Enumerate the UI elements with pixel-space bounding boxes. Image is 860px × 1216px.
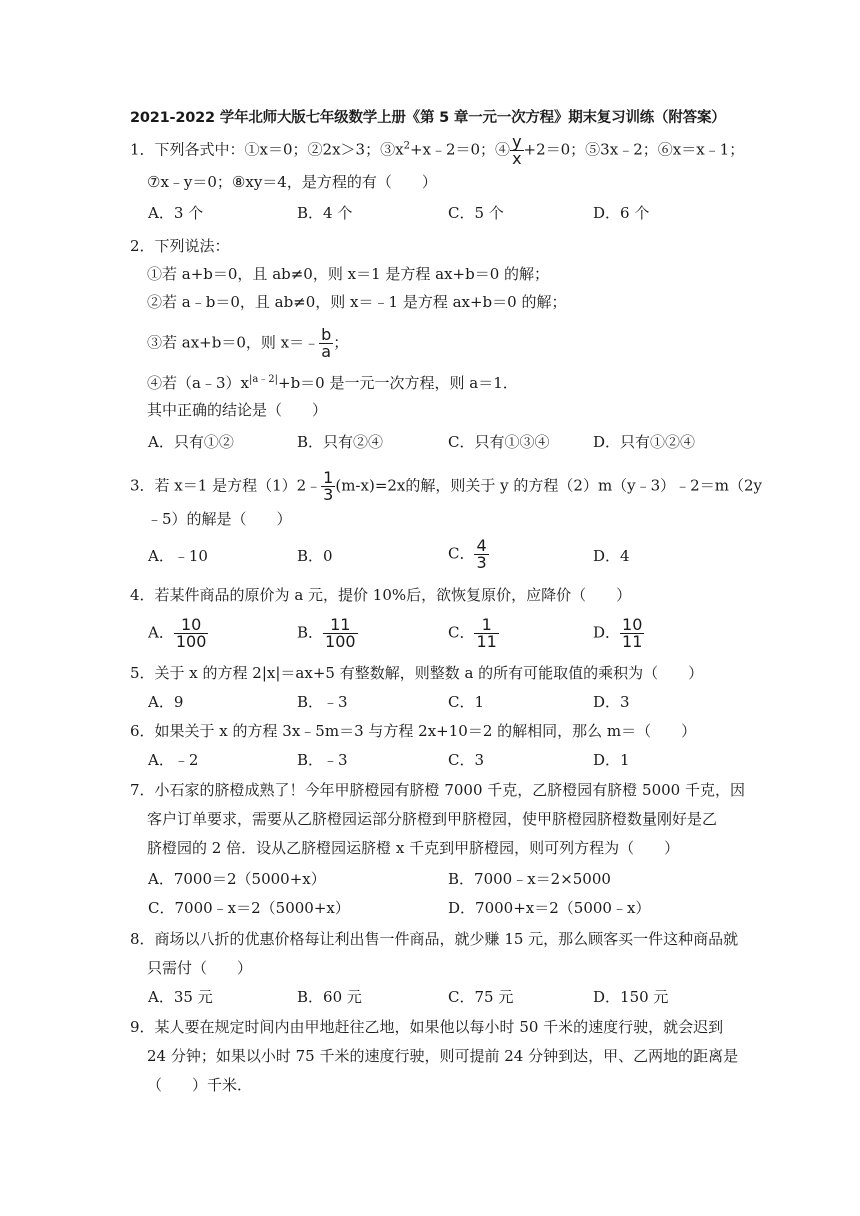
q3-option-b: B．0	[297, 547, 333, 565]
q7-option-d: D．7000+x＝2（5000﹣x）	[448, 899, 651, 917]
fraction-y-over-x: $\frac{y}{x}$	[512, 132, 522, 168]
question-7-line-2: 客户订单要求，需要从乙脐橙园运部分脐橙到甲脐橙园，使甲脐橙园脐橙数量刚好是乙	[147, 810, 718, 828]
q7-option-b: B．7000﹣x＝2×5000	[448, 870, 611, 888]
q2-option-b: B．只有②④	[297, 433, 384, 451]
q4-option-a: A． $\frac{10}{100}$	[148, 615, 207, 651]
fraction-four-thirds: $\frac{4}{3}$	[476, 536, 487, 572]
q7-option-c: C．7000﹣x＝2（5000+x）	[148, 899, 350, 917]
q7-option-a: A．7000＝2（5000+x）	[148, 870, 326, 888]
q3-option-c: C． $\frac{4}{3}$	[448, 536, 487, 572]
q1-option-a: A．3 个	[148, 204, 204, 222]
question-1-line-1: 1．下列各式中：①x＝0；②2x＞3；$③x^2+x﹣2=0$；④ $\frac{y}{x}$ +2＝0；⑤3x﹣2；⑥x＝x﹣1；	[130, 132, 745, 168]
q5-option-d: D．3	[593, 693, 630, 711]
q2-option-a: A．只有①②	[148, 433, 234, 451]
q2-statement-2: ②若 a﹣b＝0，且 ab≠0，则 x＝﹣1 是方程 ax+b＝0 的解；	[147, 293, 567, 311]
q4-option-b: B． $\frac{11}{100}$	[297, 615, 356, 651]
q5-option-a: A．9	[148, 693, 184, 711]
q8-option-b: B．60 元	[297, 988, 362, 1006]
q2-conclusion: 其中正确的结论是（ ）	[147, 401, 328, 419]
fraction-11-100: $\frac{11}{100}$	[325, 615, 356, 651]
q1-option-c: C．5 个	[448, 204, 504, 222]
question-3-line-1: 3．若 x＝1 是方程（1）2﹣ $\frac{1}{3}$ (m-x)=2x的解，则关于 y 的方程（2）m（y﹣3）﹣2＝m（2y	[130, 468, 762, 504]
question-6-stem: 6．如果关于 x 的方程 3x﹣5m＝3 与方程 2x+10＝2 的解相同，那么 m＝（ ）	[130, 722, 697, 740]
question-8-line-1: 8．商场以八折的优惠价格每让利出售一件商品，就少赚 15 元，那么顾客买一件这种商品就	[130, 930, 739, 948]
q6-option-b: B．﹣3	[297, 751, 348, 769]
q2-statement-3: ③若 ax+b＝0，则 x＝﹣ $\frac{b}{a}$ ；	[147, 325, 349, 361]
fraction-10-11: $\frac{10}{11}$	[622, 615, 643, 651]
q8-option-d: D．150 元	[593, 988, 669, 1006]
question-7-line-3: 脐橙园的 2 倍．设从乙脐橙园运脐橙 x 千克到甲脐橙园，则可列方程为（ ）	[147, 839, 680, 857]
question-9-line-2: 24 分钟；如果以小时 75 千米的速度行驶，则可提前 24 分钟到达，甲、乙两地的距离是	[147, 1047, 739, 1065]
q6-option-c: C．3	[448, 751, 485, 769]
question-8-line-2: 只需付（ ）	[147, 959, 253, 977]
q2-statement-1: ①若 a+b＝0，且 ab≠0，则 x＝1 是方程 ax+b＝0 的解；	[147, 265, 550, 283]
q3-option-d: D．4	[593, 547, 630, 565]
fraction-1-11: $\frac{1}{11}$	[476, 615, 497, 651]
q8-option-c: C．75 元	[448, 988, 514, 1006]
q2-statement-4: ④若$(a﹣3)x^{|a﹣2|}+b=0$ 是一元一次方程，则 a＝1．	[147, 374, 518, 392]
q2-option-d: D．只有①②④	[593, 433, 696, 451]
fraction-one-third: $\frac{1}{3}$	[323, 468, 334, 504]
q3-option-a: A．﹣10	[148, 547, 208, 565]
q1-option-b: B．4 个	[297, 204, 353, 222]
question-5-stem: 5．关于 x 的方程 2|x|＝ax+5 有整数解，则整数 a 的所有可能取值的乘积为（ ）	[130, 664, 704, 682]
question-4-stem: 4．若某件商品的原价为 a 元，提价 10%后，欲恢复原价，应降价（ ）	[130, 586, 632, 604]
page-title: 2021-2022 学年北师大版七年级数学上册《第 5 章一元一次方程》期末复习训练（附答案）	[130, 110, 726, 126]
q4-option-c: C． $\frac{1}{11}$	[448, 615, 497, 651]
q1-option-d: D．6 个	[593, 204, 650, 222]
question-7-line-1: 7．小石家的脐橙成熟了！今年甲脐橙园有脐橙 7000 千克，乙脐橙园有脐橙 5000 千克，因	[130, 781, 745, 799]
question-3-line-2: ﹣5）的解是（ ）	[147, 510, 292, 528]
q6-option-d: D．1	[593, 751, 630, 769]
q8-option-a: A．35 元	[148, 988, 213, 1006]
question-1-line-2: ⑦x﹣y＝0；⑧xy＝4，是方程的有（ ）	[147, 173, 437, 191]
q6-option-a: A．﹣2	[148, 751, 199, 769]
q2-option-c: C．只有①③④	[448, 433, 550, 451]
question-2-stem: 2．下列说法：	[130, 237, 230, 255]
q4-option-d: D． $\frac{10}{11}$	[593, 615, 643, 651]
q5-option-b: B．﹣3	[297, 693, 348, 711]
fraction-b-over-a: $\frac{b}{a}$	[321, 325, 332, 361]
fraction-10-100: $\frac{10}{100}$	[175, 615, 207, 651]
question-9-line-3: （ ）千米．	[147, 1076, 253, 1094]
q5-option-c: C．1	[448, 693, 485, 711]
question-9-line-1: 9．某人要在规定时间内由甲地赶往乙地，如果他以每小时 50 千米的速度行驶，就会迟到	[130, 1018, 724, 1036]
